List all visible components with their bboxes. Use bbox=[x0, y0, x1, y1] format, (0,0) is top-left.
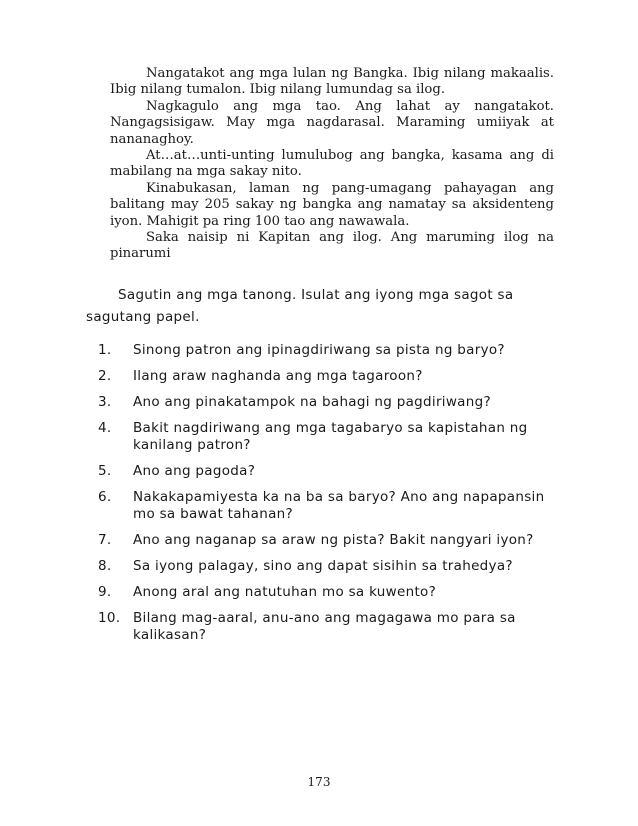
question-text: Anong aral ang natutuhan mo sa kuwento? bbox=[133, 584, 437, 600]
question-text: Ano ang naganap sa araw ng pista? Bakit nangyari iyon? bbox=[133, 532, 534, 548]
question-item bbox=[98, 610, 568, 644]
question-item bbox=[98, 394, 568, 411]
question-text: Sinong patron ang ipinagdiriwang sa pista ng baryo? bbox=[133, 342, 505, 358]
question-number: 1. bbox=[98, 342, 112, 358]
question-item bbox=[98, 532, 568, 549]
question-number: 3. bbox=[98, 394, 112, 410]
question-item bbox=[98, 558, 568, 575]
question-number: 6. bbox=[98, 489, 112, 505]
question-number: 5. bbox=[98, 463, 112, 479]
question-list bbox=[98, 342, 568, 653]
question-number: 7. bbox=[98, 532, 112, 548]
question-number: 8. bbox=[98, 558, 112, 574]
instruction-text: Sagutin ang mga tanong. Isulat ang iyong mga sagot sa sagutang papel. bbox=[86, 287, 514, 325]
question-text: Bakit nagdiriwang ang mga tagabaryo sa kapistahan ng kanilang patron? bbox=[133, 420, 528, 453]
question-text: Ano ang pagoda? bbox=[133, 463, 256, 479]
question-item bbox=[98, 463, 568, 480]
question-item bbox=[98, 342, 568, 359]
question-number: 9. bbox=[98, 584, 112, 600]
question-number: 4. bbox=[98, 420, 112, 436]
story-paragraph: Nagkagulo ang mga tao. Ang lahat ay nangatakot. Nangagsisigaw. May mga nagdarasal. Maraming umiiyak at nananaghoy. bbox=[110, 98, 554, 147]
page-number: 173 bbox=[307, 775, 331, 789]
question-item bbox=[98, 368, 568, 385]
question-item bbox=[98, 584, 568, 601]
question-text: Ano ang pinakatampok na bahagi ng pagdiriwang? bbox=[133, 394, 491, 410]
question-item bbox=[98, 420, 568, 454]
question-number: 2. bbox=[98, 368, 112, 384]
question-item bbox=[98, 489, 568, 523]
story-paragraph: Kinabukasan, laman ng pang-umagang pahayagan ang balitang may 205 sakay ng bangka ang namatay sa aksidenteng iyon. Mahigit pa ring 100 tao ang nawawala. bbox=[110, 180, 554, 229]
story-excerpt bbox=[110, 66, 554, 263]
question-text: Ilang araw naghanda ang mga tagaroon? bbox=[133, 368, 423, 384]
question-number: 10. bbox=[98, 610, 121, 626]
question-text: Nakakapamiyesta ka na ba sa baryo? Ano ang napapansin mo sa bawat tahanan? bbox=[133, 489, 545, 522]
story-paragraph: At…at…unti-unting lumulubog ang bangka, kasama ang di mabilang na mga sakay nito. bbox=[110, 148, 554, 180]
question-text: Sa iyong palagay, sino ang dapat sisihin sa trahedya? bbox=[133, 558, 513, 574]
story-paragraph: Saka naisip ni Kapitan ang ilog. Ang maruming ilog na pinarumi bbox=[110, 230, 554, 262]
story-paragraph: Nangatakot ang mga lulan ng Bangka. Ibig nilang makaalis. Ibig nilang tumalon. Ibig nilang lumundag sa ilog. bbox=[110, 66, 554, 98]
question-text: Bilang mag-aaral, anu-ano ang magagawa mo para sa kalikasan? bbox=[133, 610, 516, 643]
